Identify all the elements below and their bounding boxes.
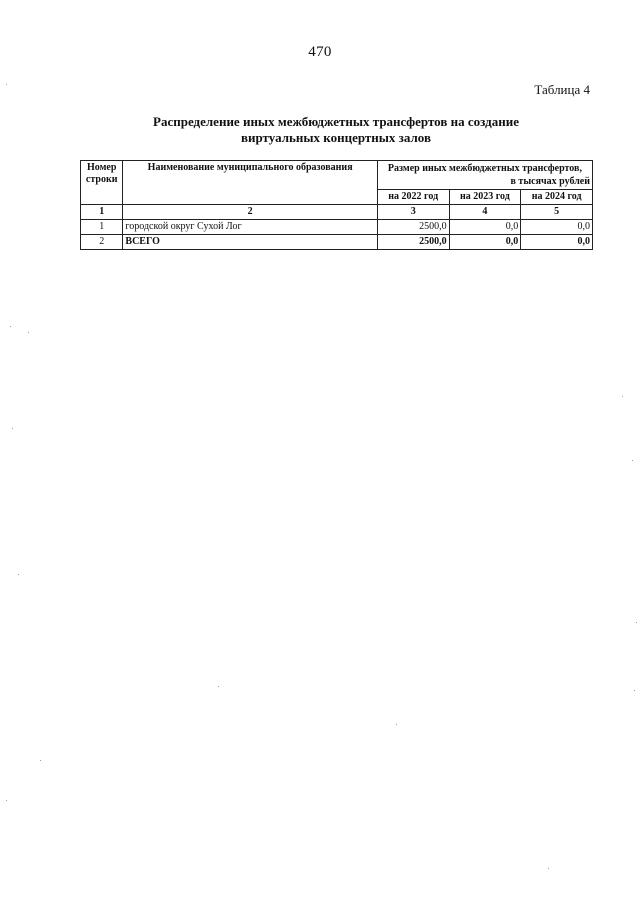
scan-speck [632,460,633,461]
municipality-name: городской округ Сухой Лог [123,220,377,235]
scan-speck [18,574,19,575]
column-index-row [81,205,593,220]
scan-speck [218,686,219,687]
header-amount-line-2: в тысячах рублей [510,176,590,187]
column-index: 3 [377,205,449,220]
table-label: Таблица 4 [534,82,590,97]
row-number: 1 [81,220,123,235]
total-2024: 0,0 [521,235,593,250]
scan-speck [10,326,11,327]
transfers-table [80,160,593,250]
header-municipality: Наименование муниципального образования [123,161,377,205]
document-title [80,114,592,146]
column-index: 1 [81,205,123,220]
page-number: 470 [308,44,332,60]
row-number: 2 [81,235,123,250]
header-row [81,161,593,190]
header-row-number-line-2: строки [85,174,118,185]
document-title-line-2: виртуальных концертных залов [240,130,432,145]
amount-2024: 0,0 [521,220,593,235]
scan-speck [6,84,7,85]
scan-speck [12,428,13,429]
scan-speck [396,724,397,725]
header-year-2022: на 2022 год [377,190,449,205]
column-index: 2 [123,205,377,220]
total-2023: 0,0 [449,235,521,250]
header-year-2024: на 2024 год [521,190,593,205]
scan-speck [634,690,635,691]
header-amount-group [377,161,592,190]
document-title-line-1: Распределение иных межбюджетных трансфертов на создание [153,114,519,129]
amount-2023: 0,0 [449,220,521,235]
table-row [81,220,593,235]
scan-speck [40,760,41,761]
scan-speck [6,800,7,801]
scan-speck [548,868,549,869]
total-2022: 2500,0 [377,235,449,250]
total-row [81,235,593,250]
header-row-number-line-1: Номер [87,162,117,173]
scan-speck [622,396,623,397]
scan-speck [28,332,29,333]
amount-2022: 2500,0 [377,220,449,235]
column-index: 5 [521,205,593,220]
header-year-2023: на 2023 год [449,190,521,205]
scan-speck [636,622,637,623]
total-label: ВСЕГО [123,235,377,250]
header-amount-line-1: Размер иных межбюджетных трансфертов, [387,163,582,174]
column-index: 4 [449,205,521,220]
header-row-number [81,161,123,205]
